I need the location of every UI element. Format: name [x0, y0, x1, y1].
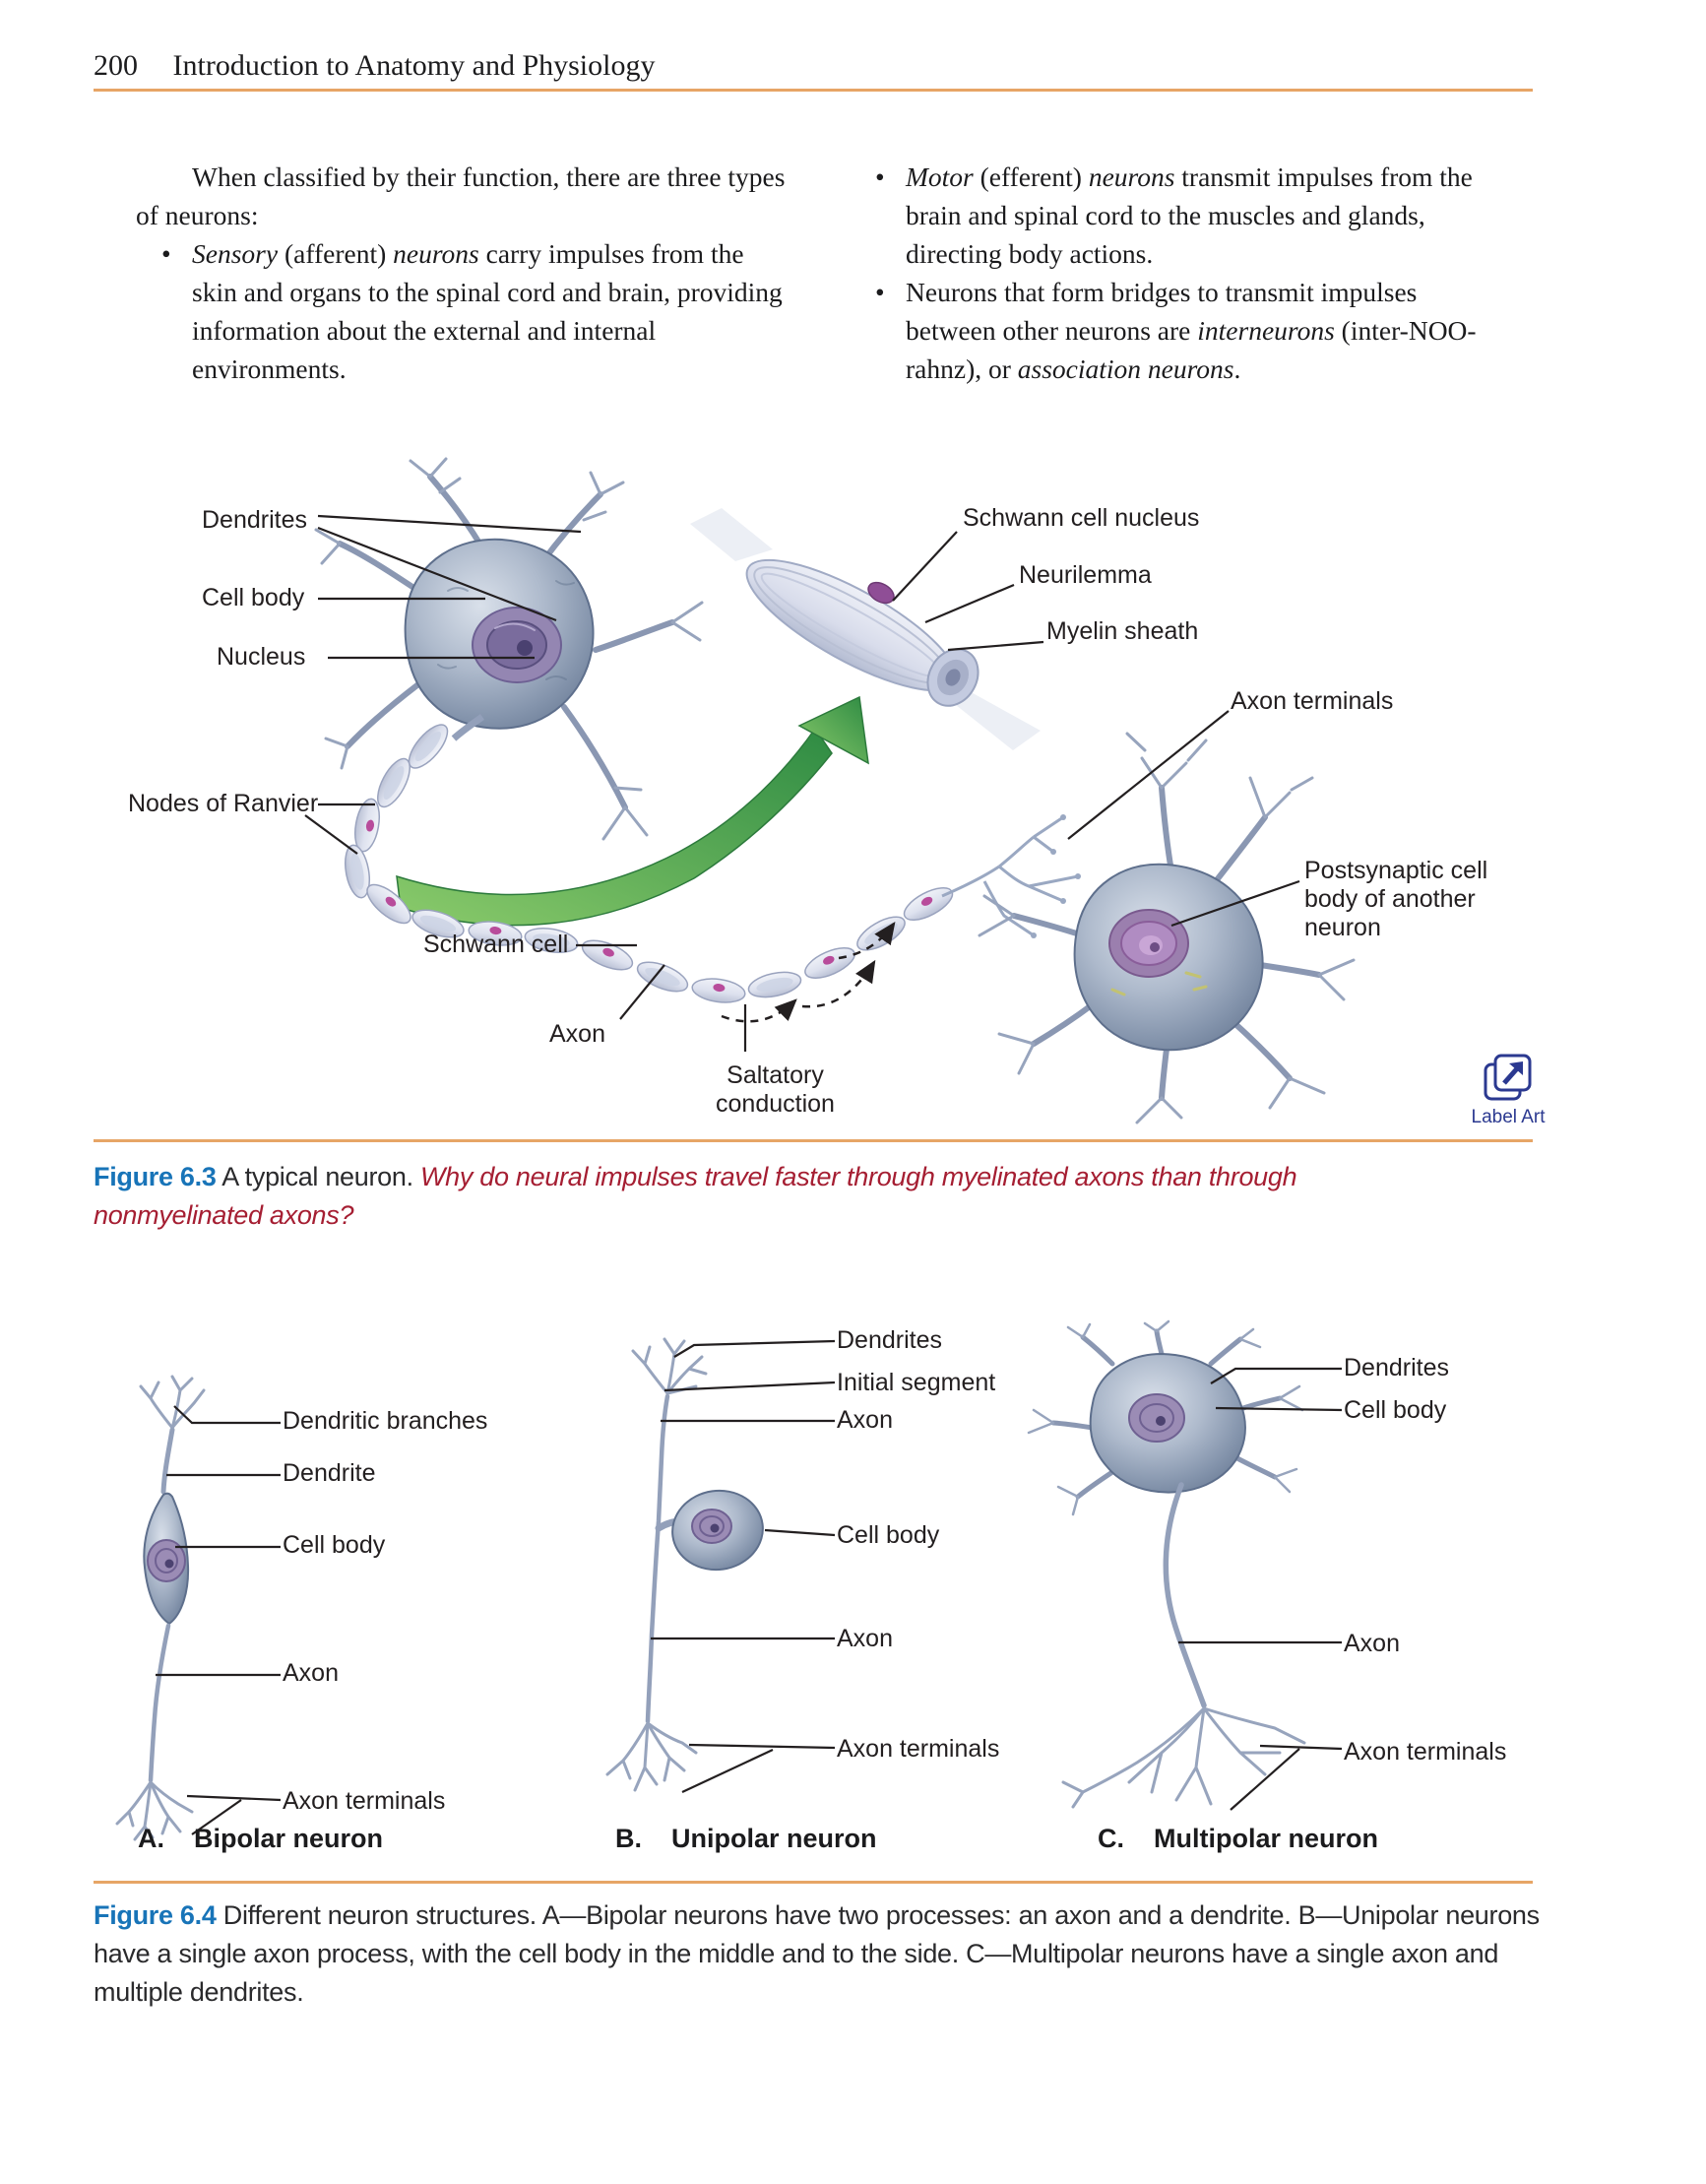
figure-6-4-caption-number: Figure 6.4 [94, 1900, 217, 1930]
page-title: Introduction to Anatomy and Physiology [172, 49, 656, 82]
label-dendrite: Dendrite [283, 1459, 376, 1487]
label-art-text: Label Art [1471, 1107, 1546, 1127]
label-axon-terminals-c: Axon terminals [1344, 1738, 1507, 1766]
neurons-term: neurons [1088, 161, 1175, 192]
page-header [94, 49, 655, 83]
label-art-button[interactable] [1449, 1052, 1567, 1128]
text-column-left [136, 158, 786, 388]
figure-6-3-caption-text: A typical neuron. [221, 1162, 413, 1191]
panel-b-pointer-lines [651, 1341, 835, 1792]
label-axon-a: Axon [283, 1659, 339, 1687]
figure-6-3-caption [94, 1158, 1472, 1235]
figure-6-4-caption-text: Different neuron structures. A—Bipolar neurons have two processes: an axon and a dendrite. B—Unipolar neurons have a single axon process, with the cell body in the middle and to the side. C—Multipolar neurons have a single axon and multiple dendrites. [94, 1900, 1540, 2007]
bullet-sensory: • Sensory (afferent) neurons carry impulses from the skin and organs to the spinal cord and brain, providing information about the external and internal environments. [136, 234, 786, 388]
label-axon-b1: Axon [837, 1406, 893, 1434]
figure-6-3-caption-question: Why do neural impulses travel faster through myelinated axons than through nonmyelinated axons? [94, 1162, 1297, 1230]
label-cell-body-b: Cell body [837, 1521, 940, 1549]
bullet-icon: • [161, 238, 171, 269]
label-schwann-cell-nucleus: Schwann cell nucleus [963, 504, 1200, 532]
bullet-icon: • [875, 161, 885, 192]
intro-paragraph [136, 158, 786, 234]
neuron-cell-body-art [316, 459, 702, 839]
bullet-icon: • [875, 277, 885, 307]
panel-a-caption: A. Bipolar neuron [138, 1824, 384, 1853]
label-myelin-sheath: Myelin sheath [1046, 617, 1199, 645]
multipolar-neuron-art [1029, 1321, 1304, 1807]
bipolar-neuron-art [117, 1377, 204, 1839]
bullet-motor: • Motor (efferent) neurons transmit impulses from the brain and spinal cord to the muscles and glands, directing body actions. [850, 158, 1487, 273]
sensory-term: Sensory [192, 238, 279, 269]
unipolar-neuron-art [607, 1339, 768, 1790]
motor-term: Motor [906, 161, 974, 192]
label-axon: Axon [549, 1020, 605, 1048]
label-nucleus: Nucleus [217, 643, 306, 671]
header-rule [94, 89, 1533, 92]
label-dendrites-b: Dendrites [837, 1326, 942, 1354]
label-axon-terminals-a: Axon terminals [283, 1787, 446, 1815]
label-art-icon [1482, 1052, 1535, 1105]
label-nodes-of-ranvier: Nodes of Ranvier [128, 790, 319, 817]
label-schwann-cell: Schwann cell [423, 931, 569, 958]
label-axon-c: Axon [1344, 1630, 1400, 1657]
postsynaptic-neuron-art [979, 734, 1354, 1123]
figure-6-3-caption-number: Figure 6.3 [94, 1162, 217, 1191]
label-saltatory-conduction: Saltatory conduction [716, 1061, 835, 1118]
page-number: 200 [94, 49, 138, 82]
intro-lead-text: When classified by their function, there are three types of neurons: [136, 161, 786, 230]
label-dendritic-branches: Dendritic branches [283, 1407, 488, 1435]
association-neurons-term: association neurons [1017, 353, 1234, 384]
label-cell-body-c: Cell body [1344, 1396, 1447, 1424]
figure-6-3-rule [94, 1139, 1533, 1142]
panel-b-caption: B. Unipolar neuron [615, 1824, 877, 1853]
label-axon-b2: Axon [837, 1625, 893, 1652]
label-dendrites-c: Dendrites [1344, 1354, 1449, 1381]
label-cell-body: Cell body [202, 584, 305, 611]
label-dendrites: Dendrites [202, 506, 307, 534]
figure-6-3-illustration [94, 453, 1614, 1142]
label-neurilemma: Neurilemma [1019, 561, 1152, 589]
label-postsynaptic-cell-body: Postsynaptic cell body of another neuron [1304, 857, 1488, 941]
figure-6-4-caption [94, 1896, 1560, 2012]
label-cell-body-a: Cell body [283, 1531, 386, 1559]
myelinated-axon-art [342, 717, 1081, 1021]
figure-6-4-rule [94, 1881, 1533, 1884]
interneurons-term: interneurons [1197, 315, 1335, 346]
neurons-term: neurons [393, 238, 479, 269]
text-column-right [850, 158, 1487, 388]
label-axon-terminals: Axon terminals [1231, 687, 1394, 715]
panel-c-caption: C. Multipolar neuron [1098, 1824, 1378, 1853]
label-initial-segment: Initial segment [837, 1369, 996, 1396]
myelin-sheath-enlarged-art [690, 508, 1041, 750]
bullet-interneurons: • Neurons that form bridges to transmit impulses between other neurons are interneurons (inter-NOO-rahnz), or association neurons. [850, 273, 1487, 388]
label-axon-terminals-b: Axon terminals [837, 1735, 1000, 1763]
